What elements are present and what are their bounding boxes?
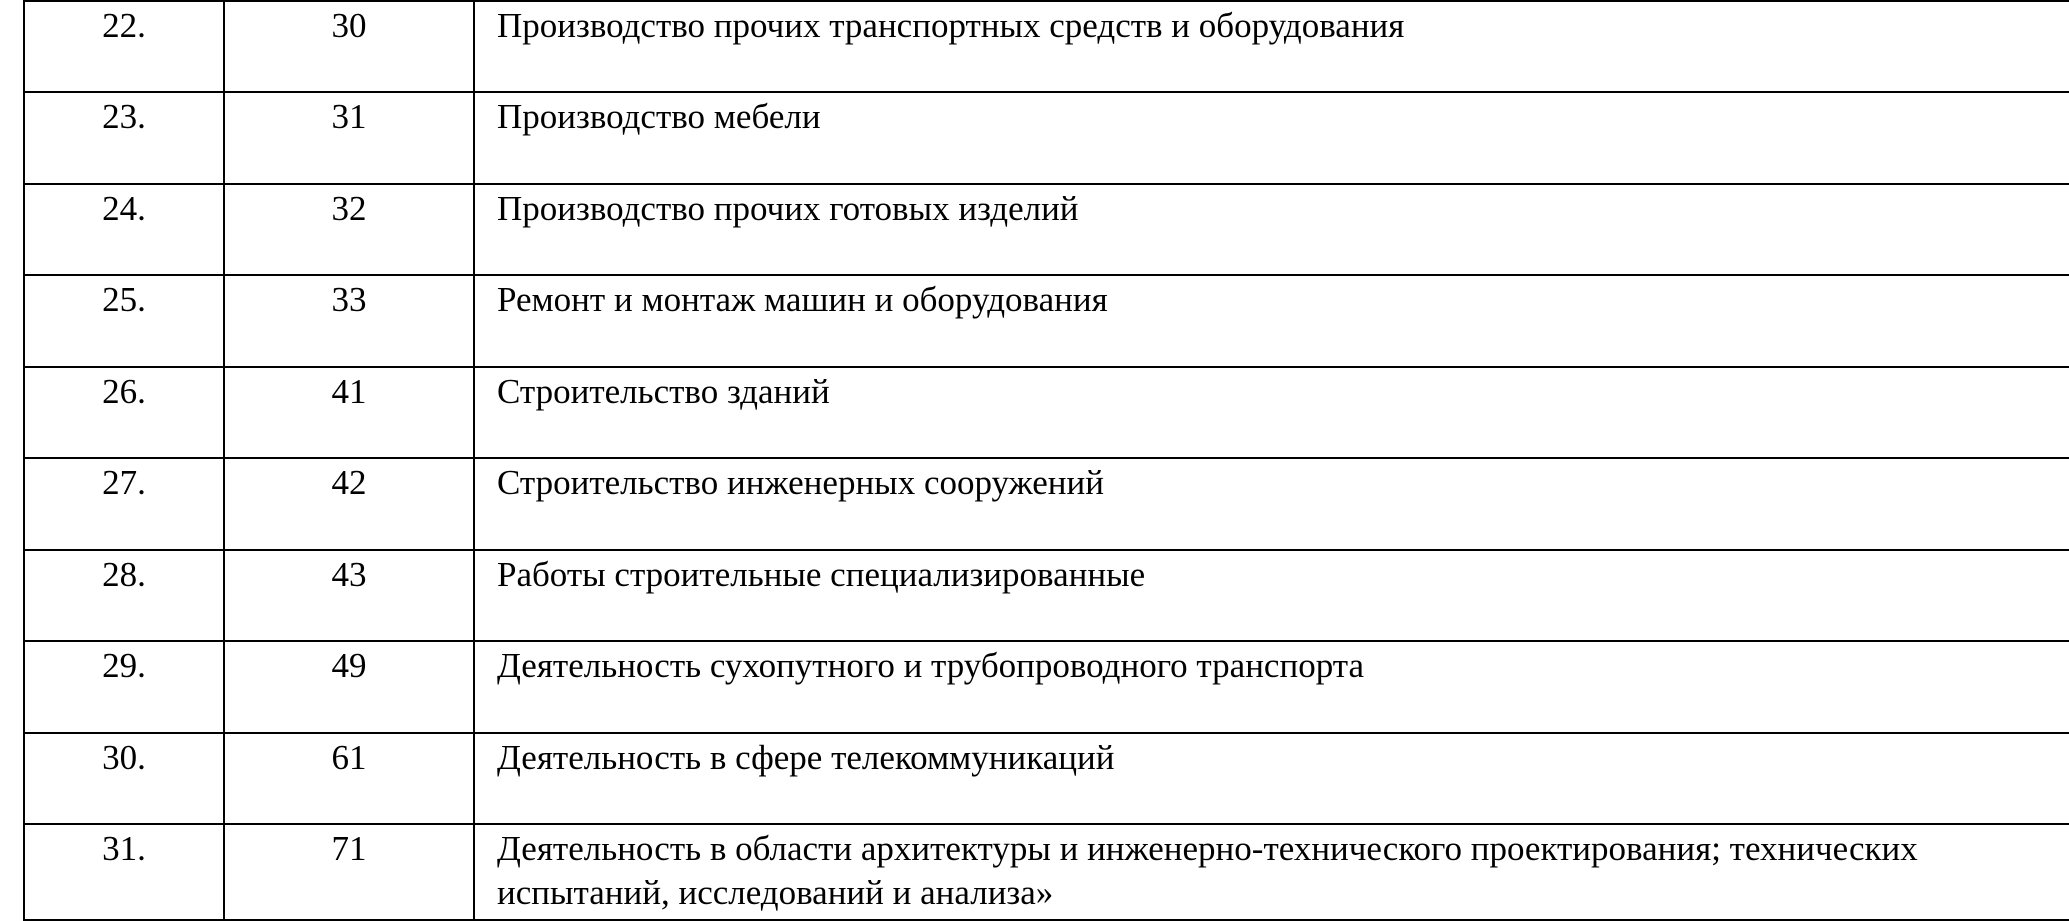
table-row: [24, 275, 2069, 366]
activity-code: 30: [224, 1, 474, 92]
row-number: 28.: [24, 550, 224, 641]
table-row: [24, 367, 2069, 458]
table-row: [24, 184, 2069, 275]
activity-name: Работы строительные специализированные: [474, 550, 2069, 641]
activity-name: Производство прочих транспортных средств и оборудования: [474, 1, 2069, 92]
activity-code: 61: [224, 733, 474, 824]
activity-code: 43: [224, 550, 474, 641]
row-number: 25.: [24, 275, 224, 366]
activity-code: 49: [224, 641, 474, 732]
row-number: 24.: [24, 184, 224, 275]
table-row: [24, 824, 2069, 920]
activity-code: 42: [224, 458, 474, 549]
table-row: [24, 733, 2069, 824]
table-row: [24, 550, 2069, 641]
activity-code: 71: [224, 824, 474, 920]
activity-name: Деятельность в сфере телекоммуникаций: [474, 733, 2069, 824]
activity-name: Строительство инженерных сооружений: [474, 458, 2069, 549]
activity-name: Деятельность в области архитектуры и инженерно-технического проектирования; технических испытаний, исследований и анализа»: [474, 824, 2069, 920]
activity-name: Деятельность сухопутного и трубопроводного транспорта: [474, 641, 2069, 732]
row-number: 23.: [24, 92, 224, 183]
activity-code: 33: [224, 275, 474, 366]
row-number: 26.: [24, 367, 224, 458]
activity-name: Производство мебели: [474, 92, 2069, 183]
activity-name: Ремонт и монтаж машин и оборудования: [474, 275, 2069, 366]
activity-name: Строительство зданий: [474, 367, 2069, 458]
activity-code: 32: [224, 184, 474, 275]
row-number: 29.: [24, 641, 224, 732]
table-row: [24, 1, 2069, 92]
activity-name: Производство прочих готовых изделий: [474, 184, 2069, 275]
activity-code: 31: [224, 92, 474, 183]
row-number: 31.: [24, 824, 224, 920]
activity-code: 41: [224, 367, 474, 458]
row-number: 27.: [24, 458, 224, 549]
table-row: [24, 641, 2069, 732]
table-row: [24, 92, 2069, 183]
table-row: [24, 458, 2069, 549]
activity-codes-table: [23, 0, 2069, 921]
row-number: 22.: [24, 1, 224, 92]
row-number: 30.: [24, 733, 224, 824]
